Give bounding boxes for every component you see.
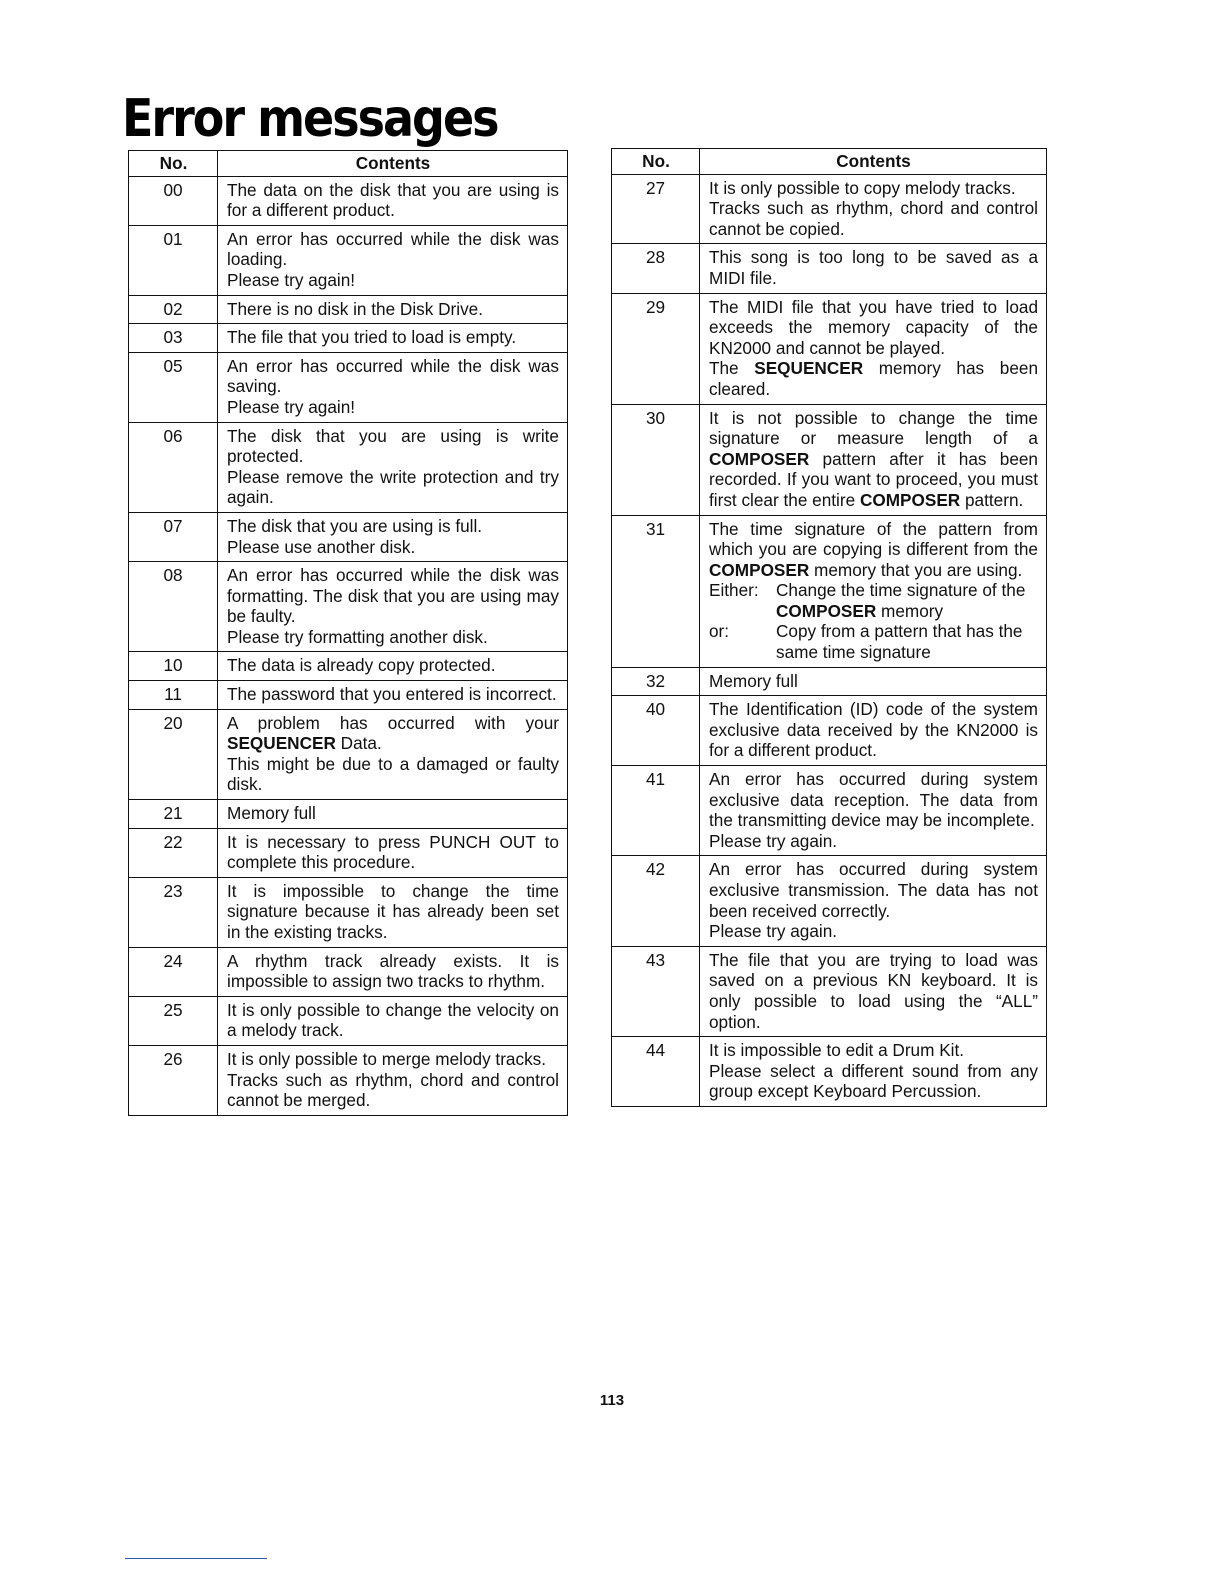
error-number: 43 (612, 946, 700, 1036)
table-row (612, 766, 1047, 856)
table-row (129, 877, 568, 947)
error-number: 25 (129, 996, 218, 1045)
error-description (218, 225, 568, 295)
option-label: Either: (709, 580, 759, 601)
description-line: Tracks such as rhythm, chord and control cannot be copied. (709, 198, 1038, 239)
table-row (129, 709, 568, 799)
error-number: 20 (129, 709, 218, 799)
table-row (129, 295, 568, 324)
option-text (776, 580, 1038, 621)
description-line: The data is already copy protected. (227, 655, 496, 676)
description-line: The file that you tried to load is empty. (227, 327, 517, 348)
error-number: 01 (129, 225, 218, 295)
option-label: or: (709, 621, 730, 642)
error-description (218, 947, 568, 996)
error-number: 23 (129, 877, 218, 947)
error-number: 05 (129, 352, 218, 422)
table-row (129, 652, 568, 681)
description-line: There is no disk in the Disk Drive. (227, 298, 483, 319)
error-description (700, 696, 1047, 766)
page-number: 113 (599, 1392, 625, 1409)
table-row (612, 515, 1047, 667)
error-description (700, 404, 1047, 515)
error-number: 02 (129, 295, 218, 324)
error-number: 24 (129, 947, 218, 996)
table-row (129, 422, 568, 512)
table-row (129, 225, 568, 295)
error-table-left (128, 150, 568, 1116)
error-number: 03 (129, 324, 218, 353)
error-number: 26 (129, 1045, 218, 1115)
table-row (612, 404, 1047, 515)
description-line: Tracks such as rhythm, chord and control cannot be merged. (227, 1069, 559, 1111)
text-run: memory has been cleared. (709, 358, 1038, 399)
description-line: It is impossible to change the time signature because it has already been set in the existing tracks. (227, 880, 559, 942)
table-row (129, 828, 568, 877)
error-description (700, 667, 1047, 696)
error-description (700, 293, 1047, 404)
error-number: 08 (129, 562, 218, 652)
bold-term: SEQUENCER (227, 733, 336, 754)
table-row (612, 696, 1047, 766)
error-number: 30 (612, 404, 700, 515)
description-line: It is necessary to press PUNCH OUT to complete this procedure. (227, 831, 559, 873)
description-line: It is impossible to edit a Drum Kit. (709, 1040, 965, 1061)
table-row (129, 996, 568, 1045)
description-line: Please try formatting another disk. (227, 626, 488, 647)
description-line: The MIDI file that you have tried to load exceeds the memory capacity of the KN2000 and cannot be played. (709, 296, 1038, 358)
header-no: No. (129, 151, 218, 177)
error-description (218, 877, 568, 947)
error-description (218, 176, 568, 225)
text-run: pattern after it has been recorded. If you want to proceed, you must first clear the entire (709, 448, 1038, 510)
table-row (612, 856, 1047, 946)
header-contents: Contents (700, 149, 1047, 175)
error-number: 42 (612, 856, 700, 946)
description-line: Please try again. (709, 921, 838, 942)
text-run: It is not possible to change the time signature or measure length of a (709, 407, 1038, 449)
error-number: 00 (129, 176, 218, 225)
text-run: Copy from a pattern that has the same time signature (776, 621, 1023, 663)
description-line: Please try again! (227, 396, 356, 417)
footer-rule (125, 1558, 267, 1559)
table-row (612, 244, 1047, 293)
bold-term: COMPOSER (776, 600, 877, 621)
table-row (129, 352, 568, 422)
table-row (612, 293, 1047, 404)
error-number: 29 (612, 293, 700, 404)
description-line: Memory full (227, 803, 316, 824)
header-contents: Contents (218, 151, 568, 177)
table-row (612, 1037, 1047, 1107)
error-table-right (611, 148, 1047, 1107)
table-row (612, 174, 1047, 244)
table-row (129, 324, 568, 353)
text-run: pattern. (960, 489, 1024, 510)
table-row (129, 176, 568, 225)
description-line: An error has occurred while the disk was formatting. The disk that you are using may be faulty. (227, 565, 559, 627)
error-description (700, 856, 1047, 946)
description-line: Please try again! (227, 269, 356, 290)
error-description (218, 512, 568, 561)
error-description (700, 1037, 1047, 1107)
error-number: 31 (612, 515, 700, 667)
error-description (218, 800, 568, 829)
error-description (218, 295, 568, 324)
error-description (218, 709, 568, 799)
description-line: The password that you entered is incorrect. (227, 684, 557, 705)
text-run: The time signature of the pattern from which you are copying is different from the (709, 518, 1038, 560)
text-run: Change the time signature of the (776, 580, 1026, 601)
table-header-row (129, 151, 568, 177)
error-number: 27 (612, 174, 700, 244)
description-line: The disk that you are using is write protected. (227, 425, 559, 467)
error-number: 32 (612, 667, 700, 696)
description-line (227, 713, 559, 754)
description-line: Please select a different sound from any group except Keyboard Percussion. (709, 1060, 1038, 1102)
description-line: The Identification (ID) code of the system exclusive data received by the KN2000 is for a different product. (709, 699, 1038, 761)
error-number: 11 (129, 681, 218, 710)
error-description (218, 1045, 568, 1115)
error-description (218, 996, 568, 1045)
description-line: The disk that you are using is full. (227, 515, 483, 536)
text-run: memory (876, 600, 944, 621)
bold-term: COMPOSER (709, 559, 810, 580)
description-line: An error has occurred while the disk was saving. (227, 355, 559, 397)
option-list (709, 580, 1038, 662)
option-row (709, 580, 1038, 621)
error-description (218, 562, 568, 652)
page-title: Error messages (122, 88, 498, 149)
error-description (700, 515, 1047, 667)
error-number: 28 (612, 244, 700, 293)
error-number: 06 (129, 422, 218, 512)
option-text (776, 621, 1038, 662)
bold-term: SEQUENCER (754, 358, 864, 379)
description-line: It is only possible to change the velocity on a melody track. (227, 999, 559, 1041)
text-run: memory that you are using. (809, 559, 1023, 580)
header-no: No. (612, 149, 700, 175)
error-number: 21 (129, 800, 218, 829)
table-row (129, 947, 568, 996)
description-line (709, 408, 1038, 511)
description-line: The file that you are trying to load was saved on a previous KN keyboard. It is only possible to load using the “ALL” option. (709, 949, 1038, 1032)
description-line: An error has occurred while the disk was loading. (227, 228, 559, 270)
description-line: The data on the disk that you are using is for a different product. (227, 179, 559, 221)
error-description (218, 681, 568, 710)
table-row (612, 667, 1047, 696)
error-number: 22 (129, 828, 218, 877)
description-line (709, 519, 1038, 581)
error-description (218, 422, 568, 512)
description-line: It is only possible to merge melody tracks. (227, 1048, 547, 1069)
error-description (700, 174, 1047, 244)
error-description (218, 352, 568, 422)
text-run: Data. (335, 733, 382, 754)
error-description (700, 946, 1047, 1036)
description-line: It is only possible to copy melody tracks. (709, 177, 1016, 198)
description-line: Please use another disk. (227, 536, 416, 557)
description-line: This might be due to a damaged or faulty disk. (227, 753, 559, 795)
text-run: A problem has occurred with your (227, 712, 559, 733)
error-number: 41 (612, 766, 700, 856)
description-line: An error has occurred during system exclusive data reception. The data from the transmitting device may be incomplete. (709, 769, 1038, 831)
error-description (218, 828, 568, 877)
error-description (218, 324, 568, 353)
table-row (129, 681, 568, 710)
error-number: 07 (129, 512, 218, 561)
error-number: 40 (612, 696, 700, 766)
error-description (700, 766, 1047, 856)
table-row (129, 562, 568, 652)
description-line: Please remove the write protection and try again. (227, 466, 559, 508)
error-description (700, 244, 1047, 293)
description-line: Please try again. (709, 830, 838, 851)
error-number: 44 (612, 1037, 700, 1107)
description-line (709, 358, 1038, 399)
table-row (129, 800, 568, 829)
description-line: A rhythm track already exists. It is impossible to assign two tracks to rhythm. (227, 950, 559, 992)
error-number: 10 (129, 652, 218, 681)
description-line: Memory full (709, 670, 798, 691)
table-row (612, 946, 1047, 1036)
option-row (709, 621, 1038, 662)
table-row (129, 512, 568, 561)
table-header-row (612, 149, 1047, 175)
description-line: This song is too long to be saved as a MIDI file. (709, 247, 1038, 288)
bold-term: COMPOSER (859, 489, 961, 510)
description-line: An error has occurred during system exclusive transmission. The data has not been received correctly. (709, 859, 1038, 921)
text-run: The (709, 358, 755, 379)
bold-term: COMPOSER (709, 448, 810, 469)
table-row (129, 1045, 568, 1115)
error-description (218, 652, 568, 681)
